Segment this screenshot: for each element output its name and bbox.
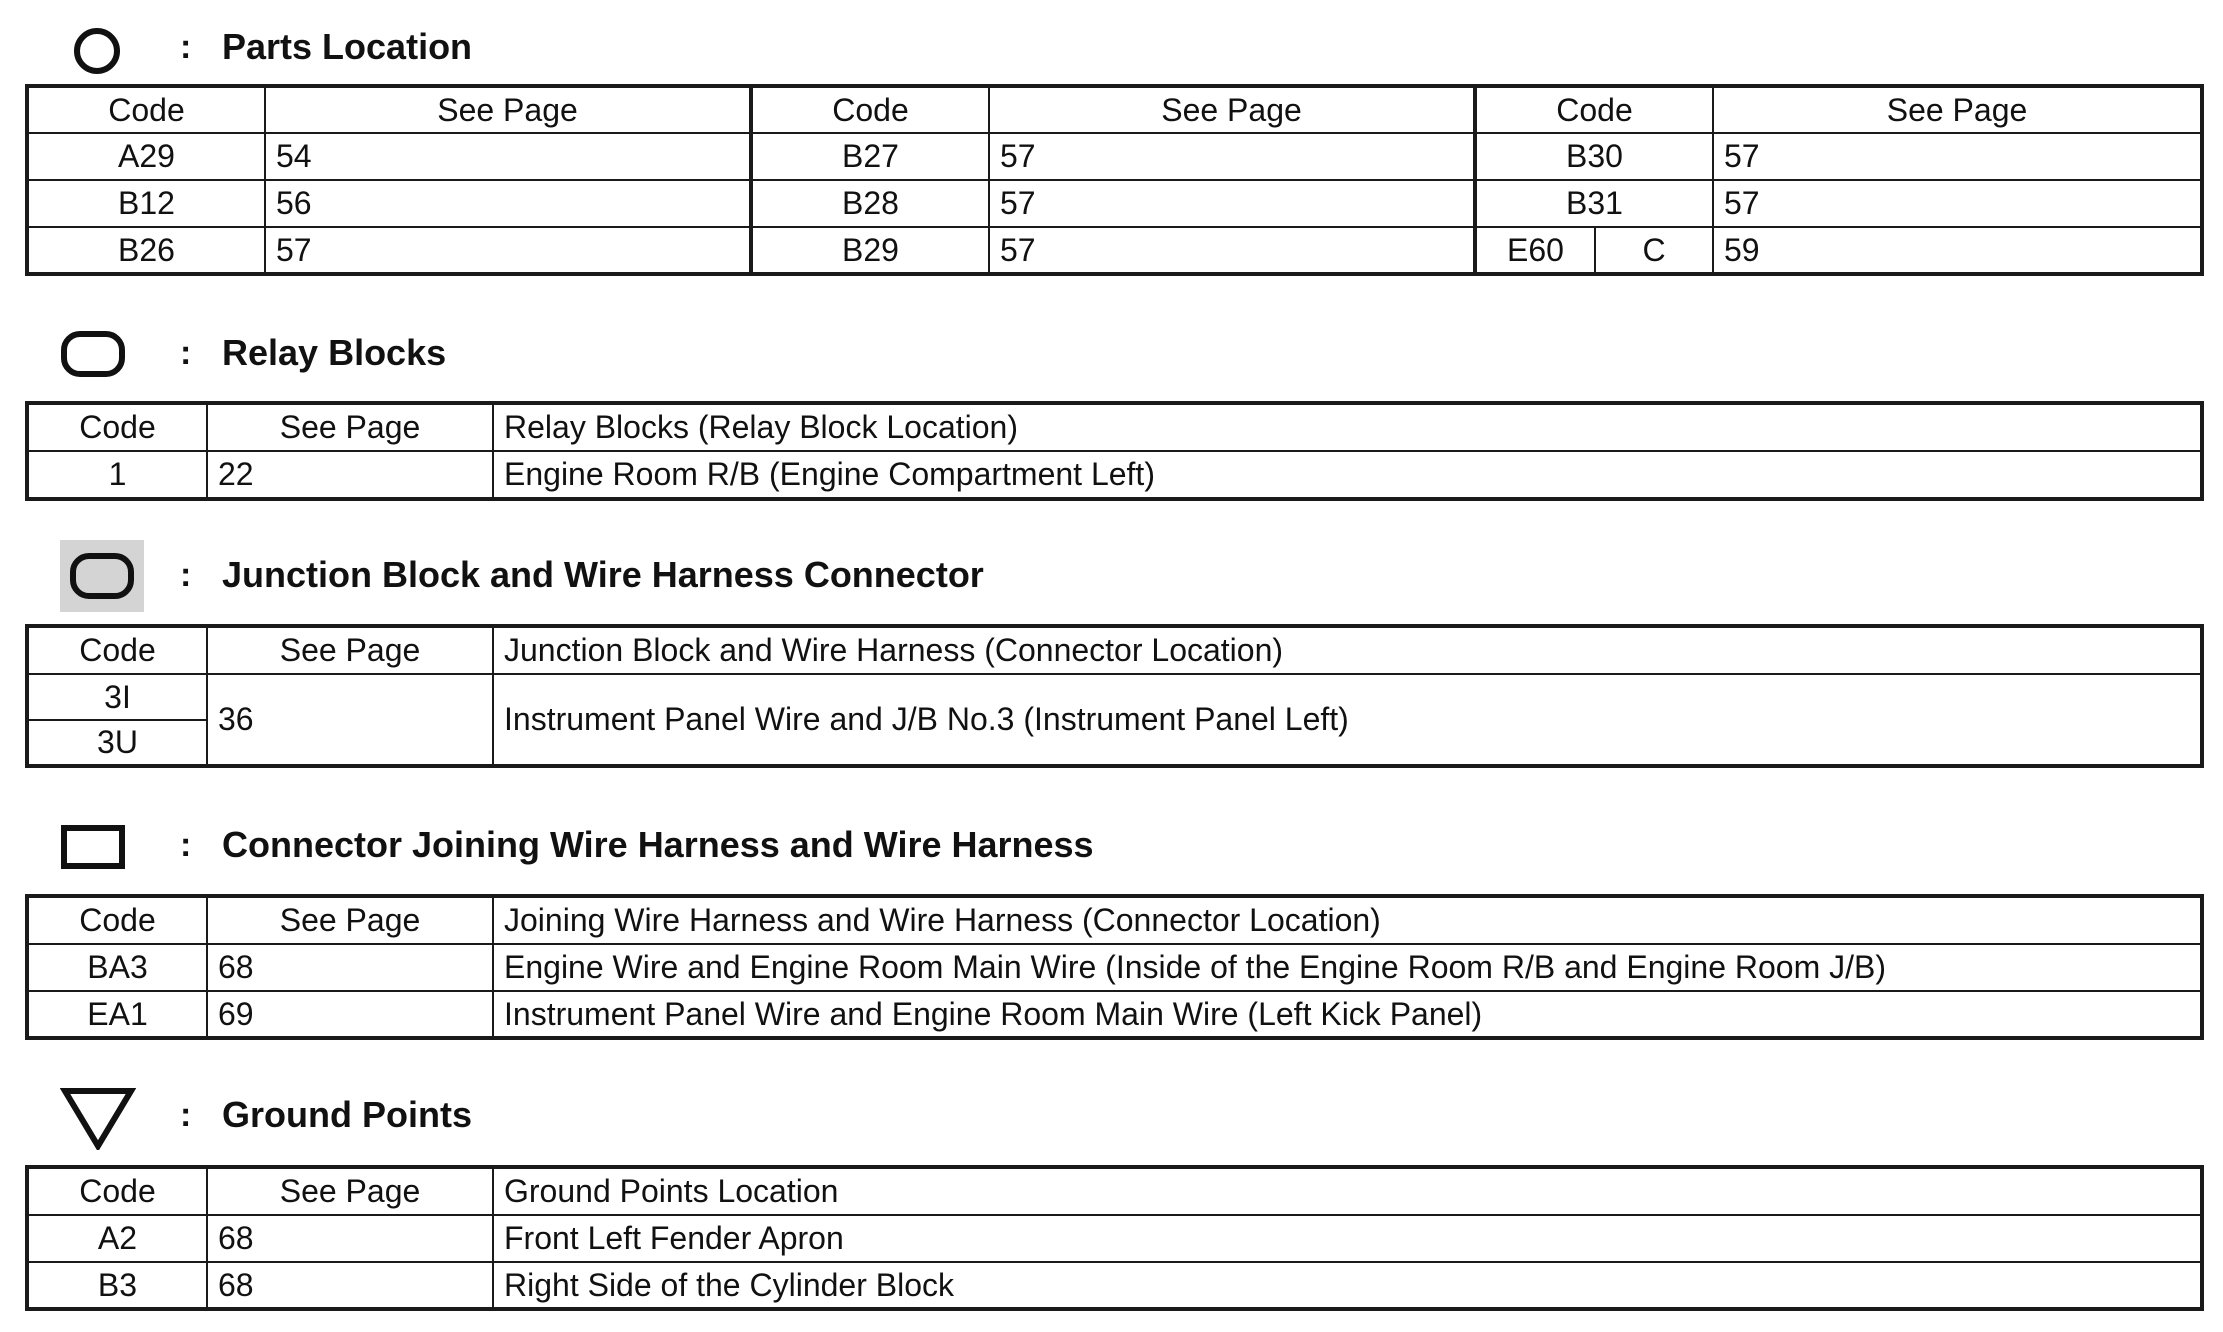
page-cell: 57	[265, 227, 751, 274]
rectangle-icon	[60, 824, 126, 870]
table-header-row	[27, 86, 2202, 133]
table-row	[27, 180, 2202, 227]
code-cell: B3	[27, 1262, 207, 1309]
relay-blocks-heading	[0, 318, 2223, 388]
table-header-row	[27, 1167, 2202, 1215]
header-code: Code	[751, 86, 989, 133]
code-cell: B12	[27, 180, 265, 227]
table-row	[27, 451, 2202, 499]
page-cell: 57	[1713, 133, 2202, 180]
code-cell: EA1	[27, 991, 207, 1038]
page-cell: 56	[265, 180, 751, 227]
code-cell: 3I	[27, 674, 207, 720]
code-cell: 1	[27, 451, 207, 499]
header-description: Relay Blocks (Relay Block Location)	[493, 403, 2202, 451]
header-code: Code	[27, 626, 207, 674]
heading-colon: :	[180, 28, 192, 66]
code-cell: BA3	[27, 944, 207, 991]
code-cell: B30	[1475, 133, 1713, 180]
section-title: Junction Block and Wire Harness Connector	[222, 554, 984, 595]
description-cell: Instrument Panel Wire and J/B No.3 (Instrument Panel Left)	[493, 674, 2202, 766]
header-see-page: See Page	[207, 896, 493, 944]
parts-location-heading	[0, 12, 2223, 82]
header-code: Code	[27, 1167, 207, 1215]
table-header-row	[27, 896, 2202, 944]
table-row	[27, 991, 2202, 1038]
header-description: Ground Points Location	[493, 1167, 2202, 1215]
heading-colon: :	[180, 334, 192, 372]
ground-points-table	[25, 1165, 2204, 1311]
junction-block-heading	[0, 540, 2223, 610]
heading-colon: :	[180, 556, 192, 594]
header-code: Code	[27, 86, 265, 133]
header-see-page: See Page	[207, 626, 493, 674]
page-cell: 68	[207, 944, 493, 991]
section-title: Connector Joining Wire Harness and Wire Harness	[222, 824, 1094, 865]
ground-points-heading	[0, 1080, 2223, 1150]
page-cell: 57	[1713, 180, 2202, 227]
header-code: Code	[1475, 86, 1713, 133]
parts-location-table	[25, 84, 2204, 276]
page-cell: 57	[989, 180, 1475, 227]
junction-block-table	[25, 624, 2204, 768]
description-cell: Engine Wire and Engine Room Main Wire (Inside of the Engine Room R/B and Engine Room J/B)	[493, 944, 2202, 991]
heading-colon: :	[180, 1096, 192, 1134]
code-sub-cell: C	[1595, 227, 1713, 274]
page-cell: 69	[207, 991, 493, 1038]
heading-colon: :	[180, 826, 192, 864]
code-cell: A29	[27, 133, 265, 180]
table-row	[27, 133, 2202, 180]
header-description: Joining Wire Harness and Wire Harness (Connector Location)	[493, 896, 2202, 944]
page-cell: 36	[207, 674, 493, 766]
table-row	[27, 674, 2202, 720]
description-cell: Engine Room R/B (Engine Compartment Left)	[493, 451, 2202, 499]
header-code: Code	[27, 896, 207, 944]
section-title: Ground Points	[222, 1094, 472, 1135]
page-cell: 57	[989, 227, 1475, 274]
page-cell: 57	[989, 133, 1475, 180]
section-title: Relay Blocks	[222, 332, 447, 373]
table-row	[27, 944, 2202, 991]
header-see-page: See Page	[989, 86, 1475, 133]
page-cell: 68	[207, 1215, 493, 1262]
table-header-row	[27, 403, 2202, 451]
code-cell: A2	[27, 1215, 207, 1262]
table-row	[27, 1215, 2202, 1262]
rounded-rect-icon	[60, 330, 126, 378]
page-cell: 68	[207, 1262, 493, 1309]
page-cell: 59	[1713, 227, 2202, 274]
header-see-page: See Page	[207, 403, 493, 451]
circle-icon	[72, 26, 122, 76]
connector-joining-heading	[0, 810, 2223, 880]
page-cell: 22	[207, 451, 493, 499]
shaded-rounded-rect-icon	[60, 540, 144, 612]
relay-blocks-table	[25, 401, 2204, 501]
header-see-page: See Page	[207, 1167, 493, 1215]
table-row	[27, 1262, 2202, 1309]
description-cell: Instrument Panel Wire and Engine Room Main Wire (Left Kick Panel)	[493, 991, 2202, 1038]
description-cell: Front Left Fender Apron	[493, 1215, 2202, 1262]
table-row	[27, 227, 2202, 274]
page-cell: 54	[265, 133, 751, 180]
code-cell: B26	[27, 227, 265, 274]
table-header-row	[27, 626, 2202, 674]
code-cell: E60	[1475, 227, 1595, 274]
header-description: Junction Block and Wire Harness (Connector Location)	[493, 626, 2202, 674]
description-cell: Right Side of the Cylinder Block	[493, 1262, 2202, 1309]
code-cell: B31	[1475, 180, 1713, 227]
header-code: Code	[27, 403, 207, 451]
code-cell: B27	[751, 133, 989, 180]
section-title: Parts Location	[222, 26, 473, 67]
code-cell: B28	[751, 180, 989, 227]
header-see-page: See Page	[265, 86, 751, 133]
connector-joining-table	[25, 894, 2204, 1040]
code-cell: B29	[751, 227, 989, 274]
code-cell: 3U	[27, 720, 207, 766]
header-see-page: See Page	[1713, 86, 2202, 133]
triangle-down-icon	[60, 1086, 136, 1150]
